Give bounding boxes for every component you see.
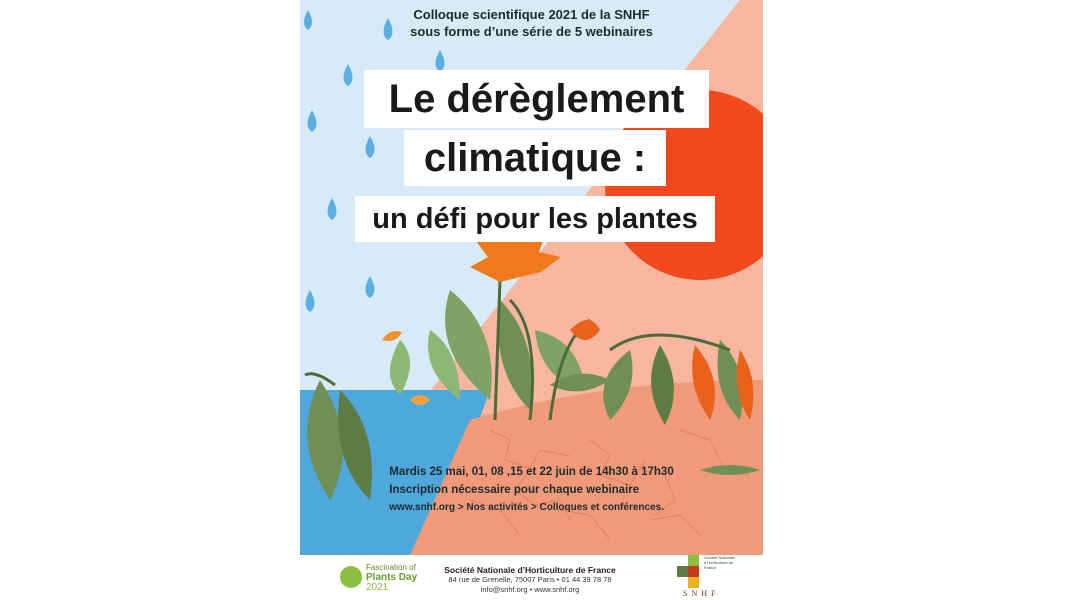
fpd-line2: Plants Day xyxy=(366,572,418,583)
event-info xyxy=(300,463,763,517)
header-line2: sous forme d’une série de 5 webinaires xyxy=(410,24,653,39)
fascination-of-plants-day-logo xyxy=(340,563,420,599)
title-line3: un défi pour les plantes xyxy=(355,196,715,242)
org-address: 84 rue de Grenelle, 75007 Paris • 01 44 39 78 78 xyxy=(448,575,612,584)
logo-label: Société Nationale d’Horticulture de France xyxy=(704,555,736,570)
poster xyxy=(300,0,763,600)
fpd-line1: Fascination of xyxy=(366,563,416,572)
header xyxy=(300,6,763,40)
org-contact: info@snhf.org • www.snhf.org xyxy=(480,585,580,594)
event-link: www.snhf.org > Nos activités > Colloques et conférences. xyxy=(389,502,664,513)
fpd-year: 2021 xyxy=(366,582,389,593)
organization-info xyxy=(420,565,640,595)
poster-illustration xyxy=(300,0,763,555)
header-line1: Colloque scientifique 2021 de la SNHF xyxy=(413,7,650,22)
event-registration: Inscription nécessaire pour chaque webinaire xyxy=(389,484,640,496)
logo-text: SNHF xyxy=(683,589,720,598)
snhf-logo xyxy=(680,555,740,600)
title-line1: Le dérèglement xyxy=(364,70,709,128)
leaf-logo-icon xyxy=(340,566,362,588)
footer xyxy=(300,555,763,600)
org-name: Société Nationale d’Horticulture de France xyxy=(444,565,616,575)
event-dates: Mardis 25 mai, 01, 08 ,15 et 22 juin de 14h30 à 17h30 xyxy=(389,466,674,478)
title-line2: climatique : xyxy=(404,130,666,186)
